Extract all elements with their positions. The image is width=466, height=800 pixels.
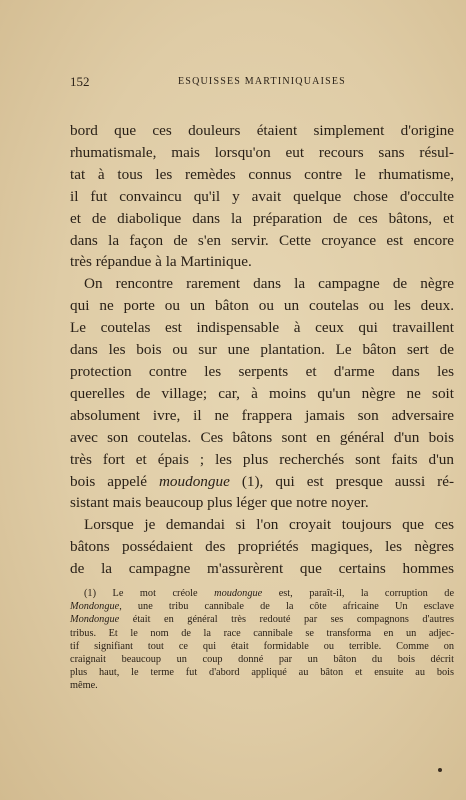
italic-term: moudongue [214, 588, 263, 599]
text-line: qui ne porte ou un bâton ou un coutelas ou les deux. [70, 297, 454, 315]
text-segment: (1) Le mot créole [84, 588, 198, 599]
italic-term: Mondongue [70, 614, 120, 626]
text-line: bord que ces douleurs étaient simplement d'origine [70, 122, 454, 139]
text-line: rhumatismale, mais lorsqu'on eut recours sans résul- [70, 143, 454, 161]
footnote [70, 587, 454, 693]
footnote-line: plus haut, le terme fut d'abord appliqué au bâton et ensuite au bois [70, 667, 454, 679]
text-line: très répandue à la Martinique. [70, 253, 252, 271]
paper-blemish [438, 768, 442, 772]
text-line: dans la façon de s'en servir. Cette croyance est encore [70, 231, 454, 249]
text-segment: bois appelé [70, 472, 147, 490]
text-segment: était en général très redouté par ses compagnons d'autres [132, 614, 455, 626]
text-line-content: Lorsque je demandai si l'on croyait toujours que ces [84, 516, 454, 534]
italic-term: Mondongue [70, 601, 120, 613]
running-head: ESQUISSES MARTINIQUAISES [178, 76, 346, 87]
text-line [70, 471, 454, 493]
footnote-line [70, 613, 454, 626]
text-line: il fut convaincu qu'il y avait quelque chose d'occulte [70, 187, 454, 205]
text-line: querelles de village; car, à moins qu'un nègre ne soit [70, 384, 454, 402]
page-number: 152 [70, 74, 90, 89]
italic-term: moudongue [158, 472, 230, 490]
text-line: bâtons possédaient des propriétés magiques, les nègres [70, 538, 454, 556]
text-line: absolument ivre, il ne frappera jamais son adversaire [70, 406, 454, 424]
page-header [70, 74, 454, 94]
text-line: Le coutelas est indispensable à ceux qui travaillent [70, 319, 454, 337]
text-line: et de diabolique dans la préparation de ces bâtons, et [70, 209, 454, 227]
text-segment: est, paraît-il, la corruption de [278, 588, 455, 599]
text-line: dans les bois ou sur une plantation. Le bâton sert de [70, 341, 454, 359]
text-line-content: On rencontre rarement dans la campagne de nègre [84, 275, 454, 293]
text-line: très fort et épais ; les plus recherchés sont faits d'un [70, 450, 454, 468]
footnote-line: craignait beaucoup un coup donné par un bâton du bois décrit [70, 654, 454, 666]
main-text [70, 120, 454, 580]
text-line: sistant mais beaucoup plus léger que notre noyer. [70, 494, 369, 512]
text-line: protection contre les serpents et d'arme dans les [70, 362, 454, 380]
text-line: avec son coutelas. Ces bâtons sont en général d'un bois [70, 428, 454, 446]
footnote-line [70, 600, 454, 613]
footnote-line: tif signifiant tout ce qui était formidable ou terrible. Comme on [70, 640, 454, 652]
footnote-line: tribus. Et le nom de la race cannibale se transforma en un adjec- [70, 627, 454, 639]
footnote-line [70, 587, 454, 600]
text-line: de la campagne m'assurèrent que certains hommes [70, 560, 454, 578]
text-segment: (1), qui est presque aussi ré- [241, 472, 455, 490]
text-line: tat à tous les remèdes connus contre le rhumatisme, [70, 165, 454, 183]
text-segment: , une tribu cannibale de la côte africaine Un esclave [119, 601, 454, 613]
footnote-line: même. [70, 680, 98, 692]
text-line [70, 514, 454, 536]
text-line [70, 273, 454, 295]
